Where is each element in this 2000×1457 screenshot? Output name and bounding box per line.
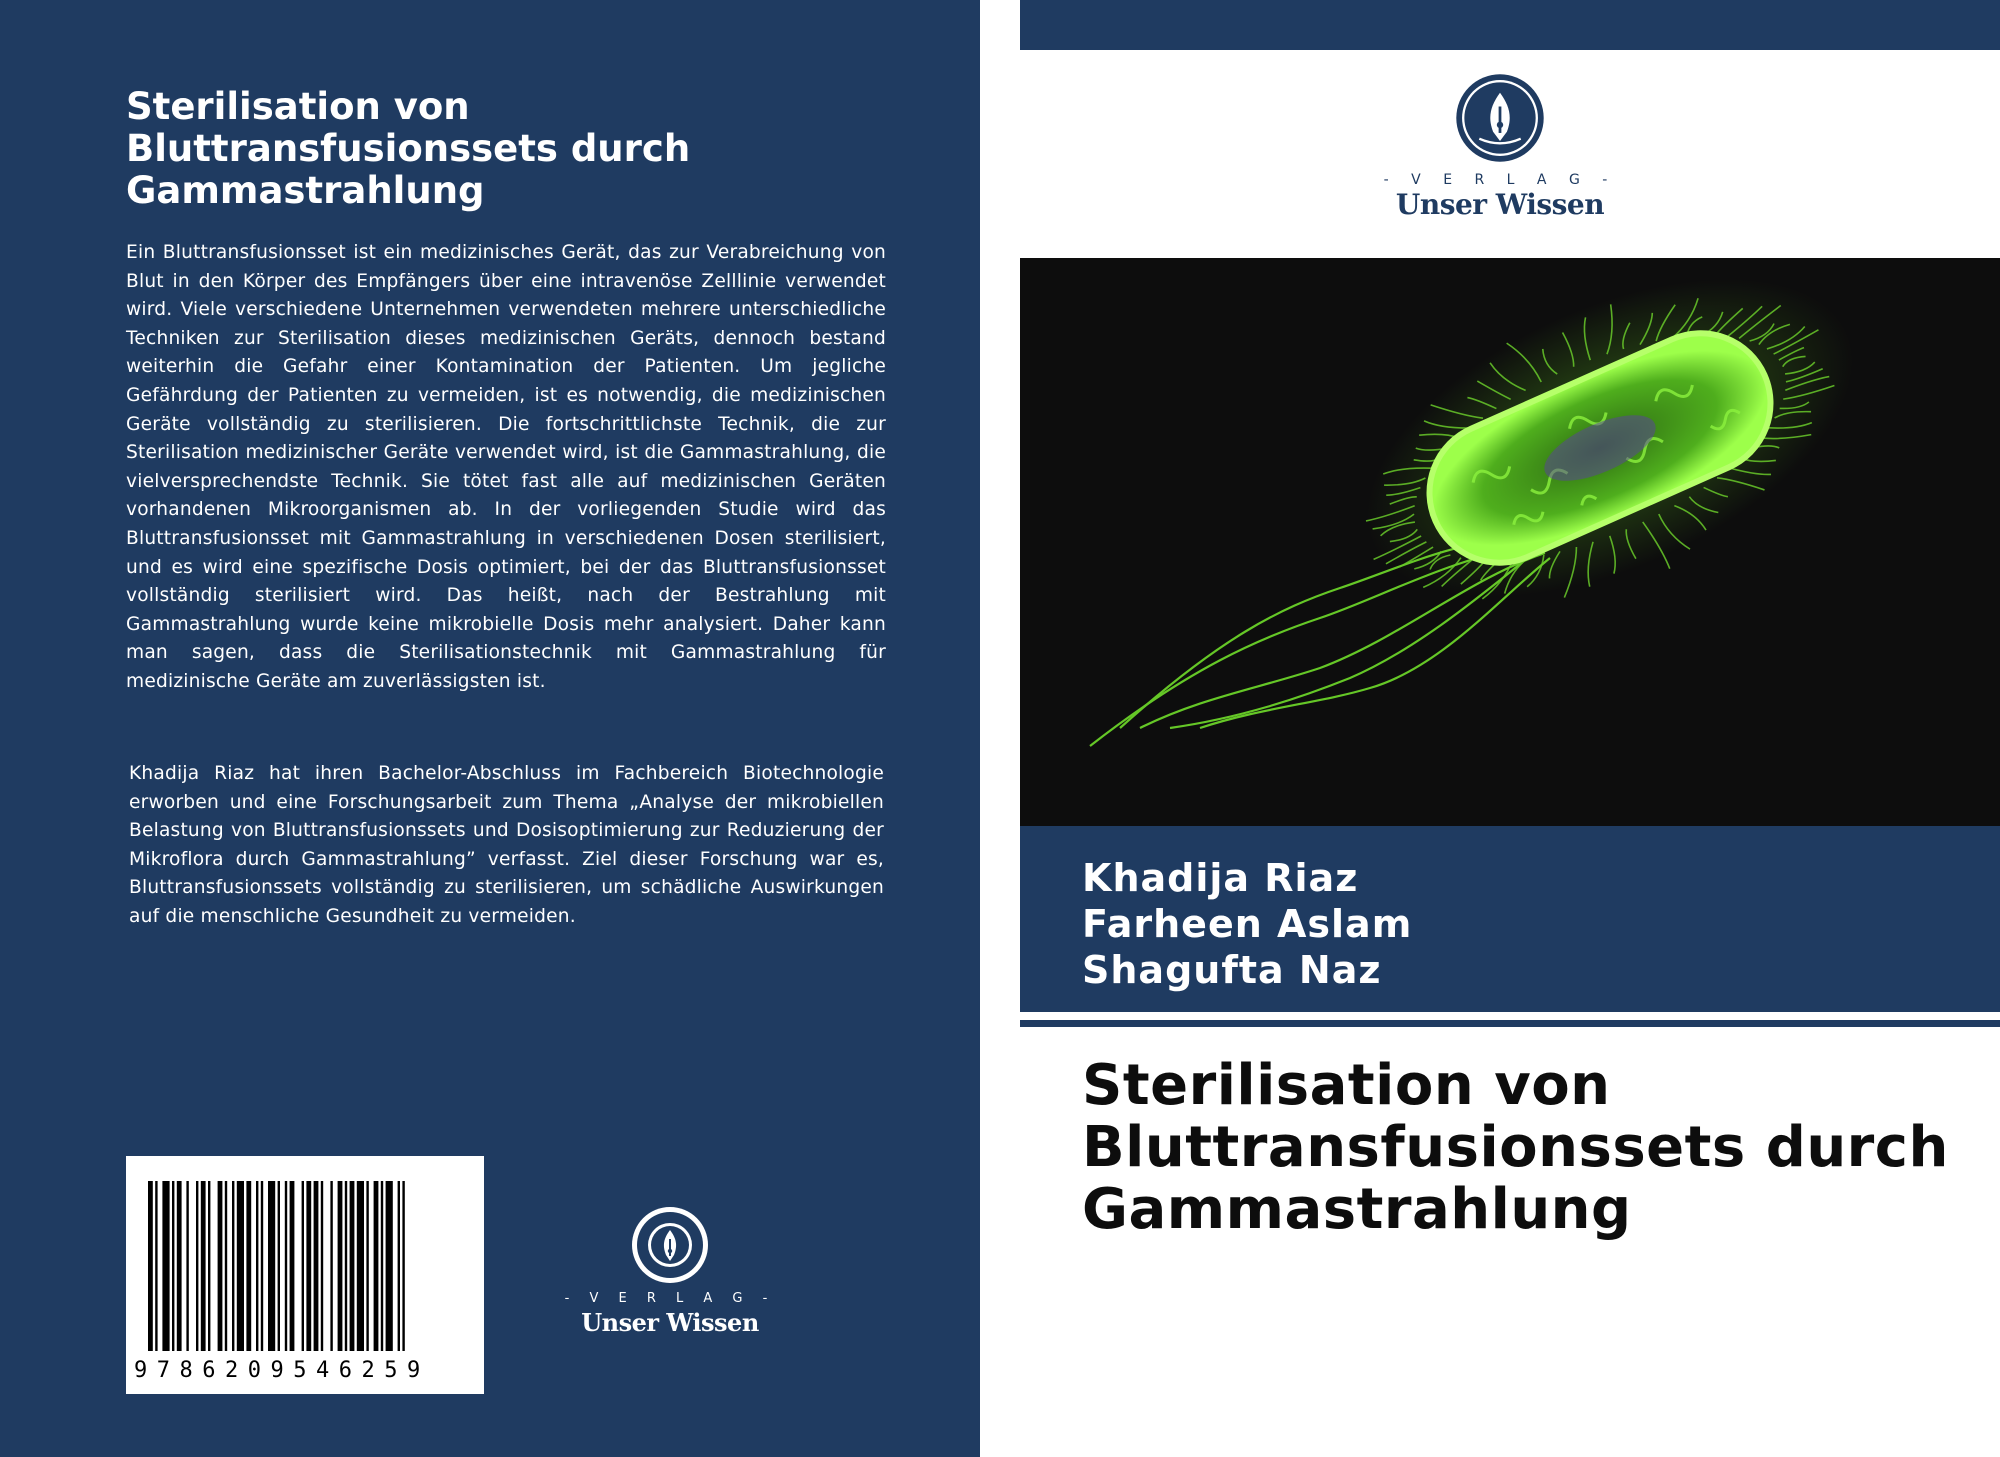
spine-gap <box>980 0 1020 1457</box>
back-verlag-label: - V E R L A G - <box>564 1291 776 1306</box>
pen-nib-seal-icon <box>1454 72 1546 164</box>
title-divider <box>1020 1020 2000 1027</box>
back-cover <box>0 0 980 1457</box>
front-publisher-logo <box>1380 72 1620 222</box>
front-top-bar <box>1020 0 2000 50</box>
front-verlag-label: - V E R L A G - <box>1383 172 1617 188</box>
authors-band <box>1020 826 2000 1012</box>
back-cover-title: Sterilisation von Bluttransfusionssets durch Gammastrahlung <box>126 85 691 212</box>
bacterium-icon <box>1020 258 2000 826</box>
back-cover-blurb: Ein Bluttransfusionsset ist ein medizinisches Gerät, das zur Verabreichung von Blut in den Körper des Empfängers über eine intravenöse Zelllinie verwendet wird. Viele verschiedene Unternehmen verwendeten mehrere unterschiedliche Techniken zur Sterilisation dieses medizinischen Geräts, dennoch bestand weiterhin die Gefahr einer Kontamination der Patienten. Um jegliche Gefährdung der Patienten zu vermeiden, ist es notwendig, die medizinischen Geräte vollständig zu sterilisieren. Die fortschrittlichste Technik, die zur Sterilisation medizinischer Geräte verwendet wird, ist die Gammastrahlung, die vielversprechendste Technik. Sie tötet fast alle auf medizinischen Geräten vorhandenen Mikroorganismen ab. In der vorliegenden Studie wird das Bluttransfusionsset mit Gammastrahlung in verschiedenen Dosen sterilisiert, und es wird eine spezifische Dosis optimiert, bei der das Bluttransfusionsset vollständig sterilisiert wird. Das heißt, nach der Bestrahlung mit Gammastrahlung wurde keine mikrobielle Dosis mehr analysiert. Daher kann man sagen, dass die Sterilisationstechnik mit Gammastrahlung für medizinische Geräte am zuverlässigsten ist. <box>126 242 886 692</box>
author-name: Shagufta Naz <box>1082 948 1382 992</box>
pen-nib-seal-icon <box>630 1205 710 1285</box>
author-name: Khadija Riaz <box>1082 856 1359 900</box>
isbn-number: 9786209546259 <box>134 1358 430 1383</box>
author-name: Farheen Aslam <box>1082 902 1413 946</box>
front-publisher-name: Unser Wissen <box>1395 188 1605 221</box>
barcode-bars <box>126 1156 484 1356</box>
back-publisher-name: Unser Wissen <box>581 1308 759 1337</box>
isbn-barcode <box>126 1156 484 1394</box>
back-publisher-logo <box>560 1205 780 1335</box>
bacterium-illustration <box>1020 258 2000 826</box>
author-bio: Khadija Riaz hat ihren Bachelor-Abschluss im Fachbereich Biotechnologie erworben und eine Forschungsarbeit zum Thema „Analyse der mikrobiellen Belastung von Bluttransfusionssets und Dosisoptimierung zur Reduzierung der Mikroflora durch Gammastrahlung” verfasst. Ziel dieser Forschung war es, Bluttransfusionssets vollständig zu sterilisieren, um schädliche Auswirkungen auf die menschliche Gesundheit zu vermeiden. <box>129 763 884 927</box>
front-cover-title: Sterilisation von Bluttransfusionssets durch Gammastrahlung <box>1082 1053 1949 1242</box>
